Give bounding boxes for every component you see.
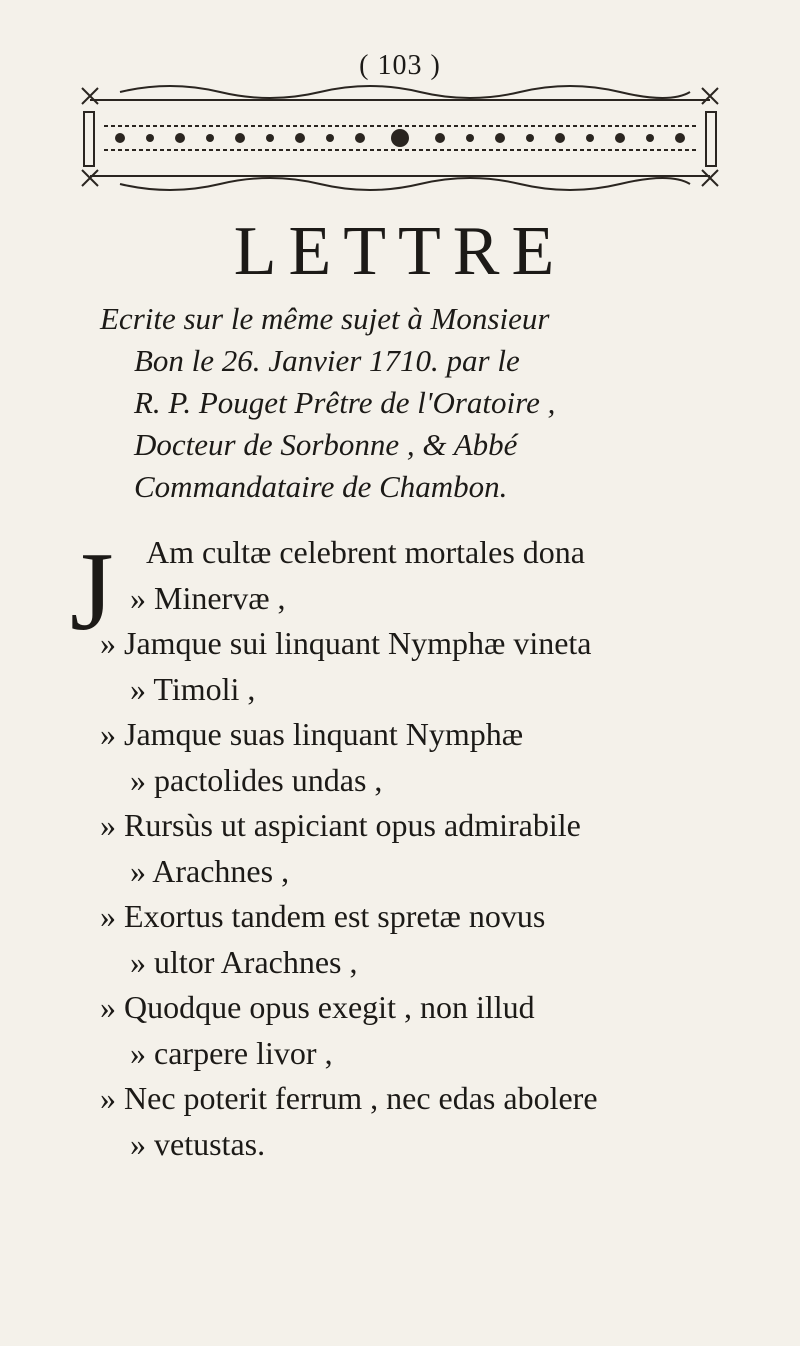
subtitle-line: Docteur de Sorbonne , & Abbé	[134, 427, 518, 462]
page-number: ( 103 )	[359, 50, 441, 81]
verse-line: » carpere livor ,	[130, 1034, 333, 1071]
decorative-headpiece	[80, 78, 720, 196]
verse-line: » Exortus tandem est spretæ novus	[100, 898, 546, 934]
verse-line: » Jamque suas linquant Nymphæ	[100, 716, 524, 752]
verse-line: » Minervæ ,	[130, 579, 286, 616]
drop-cap: J	[70, 530, 114, 654]
verse-line: Am cultæ celebrent mortales dona	[146, 534, 585, 570]
subtitle-line: Bon le 26. Janvier 1710. par le	[134, 343, 520, 378]
latin-verses	[70, 530, 750, 1167]
verse-line: » Jamque sui linquant Nymphæ vineta	[100, 625, 592, 661]
verse-line: » Nec poterit ferrum , nec edas abolere	[100, 1080, 598, 1116]
verse-line: » Timoli ,	[130, 670, 256, 707]
subtitle-line: Commandataire de Chambon.	[134, 469, 508, 504]
letter-title: LETTRE	[233, 213, 567, 290]
subtitle-line: Ecrite sur le même sujet à Monsieur	[100, 301, 550, 336]
verse-line: » vetustas.	[130, 1125, 266, 1162]
verse-line: » Rursùs ut aspiciant opus admirabile	[100, 807, 581, 843]
verse-line: » pactolides undas ,	[130, 761, 383, 798]
letter-subtitle	[100, 298, 720, 508]
verse-line: » Quodque opus exegit , non illud	[100, 989, 535, 1025]
verse-line: » ultor Arachnes ,	[130, 943, 358, 980]
verse-line: » Arachnes ,	[130, 852, 290, 889]
subtitle-line: R. P. Pouget Prêtre de l'Oratoire ,	[134, 385, 556, 420]
